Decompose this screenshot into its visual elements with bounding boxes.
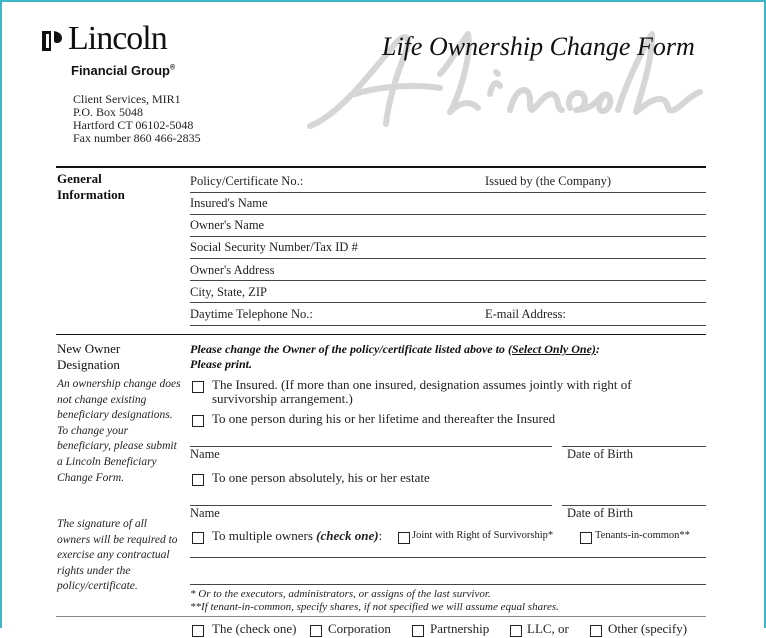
address-line: Client Services, MIR1 <box>73 92 181 106</box>
option-multiple-label: To multiple owners (check one): <box>212 528 383 543</box>
dob-label: Date of Birth <box>567 447 633 461</box>
multiple-owners-field[interactable] <box>190 557 706 558</box>
option-absolute-checkbox[interactable] <box>192 474 204 486</box>
logo-wordmark: Lincoln <box>68 20 167 57</box>
ssn-label: Social Security Number/Tax ID # <box>190 240 358 254</box>
issued-by-label: Issued by (the Company) <box>485 174 612 188</box>
owner-address-label: Owner's Address <box>190 263 275 277</box>
company-address <box>73 93 201 145</box>
partnership-label: Partnership <box>430 621 490 636</box>
option-absolute-label: To one person absolutely, his or her estate <box>212 470 430 485</box>
llc-checkbox[interactable] <box>510 625 522 637</box>
city-state-zip-label: City, State, ZIP <box>190 285 267 299</box>
cut-row-side <box>57 624 60 638</box>
phone-email-field[interactable] <box>190 325 706 326</box>
section-divider <box>56 166 706 168</box>
tic-label: Tenants-in-common** <box>595 530 690 541</box>
option-lifetime-checkbox[interactable] <box>192 415 204 427</box>
section-divider <box>56 616 706 617</box>
other-checkbox[interactable] <box>590 625 602 637</box>
email-label: E-mail Address: <box>485 307 566 321</box>
name-label: Name <box>190 447 220 461</box>
jtwros-checkbox[interactable] <box>398 532 410 544</box>
insured-name-field[interactable] <box>190 214 706 215</box>
ssn-field[interactable] <box>190 258 706 259</box>
option-lifetime-label: To one person during his or her lifetime and thereafter the Insured <box>212 411 556 426</box>
city-state-zip-field[interactable] <box>190 302 706 303</box>
other-label: Other (specify) <box>608 621 688 636</box>
corporation-checkbox[interactable] <box>310 625 322 637</box>
entity-type-label: The (check one) <box>212 621 297 636</box>
form-title: Life Ownership Change Form <box>382 32 695 61</box>
option-insured-checkbox[interactable] <box>192 381 204 393</box>
corporation-label: Corporation <box>328 621 391 636</box>
multiple-owners-field-2[interactable] <box>190 584 706 585</box>
absolute-name-field[interactable] <box>190 505 552 506</box>
beneficiary-note: An ownership change does not change existing beneficiary designations. To change your beneficiary, please submit a Lincoln Beneficiary Change Form. <box>57 378 181 484</box>
signature-note: The signature of all owners will be required to exercise any contractual rights under the policy/certificate. <box>57 518 178 593</box>
logo-subtitle: Financial Group® <box>71 63 176 78</box>
footnote-tenants: **If tenant-in-common, specify shares, if not specified we will assume equal shares. <box>190 601 559 613</box>
name-label: Name <box>190 506 220 520</box>
lifetime-name-field[interactable] <box>190 446 552 447</box>
option-multiple-checkbox[interactable] <box>192 532 204 544</box>
section-heading-general: General Information <box>57 171 125 202</box>
owner-instruction: Please change the Owner of the policy/certificate listed above to (Select Only One): Please print. <box>190 342 600 371</box>
partnership-checkbox[interactable] <box>412 625 424 637</box>
section-heading-new-owner: New Owner Designation <box>57 341 121 372</box>
entity-type-checkbox[interactable] <box>192 625 204 637</box>
option-insured-label: The Insured. (If more than one insured, designation assumes jointly with right of survivorship arrangement.) <box>212 377 632 406</box>
tic-checkbox[interactable] <box>580 532 592 544</box>
owner-address-field[interactable] <box>190 280 706 281</box>
lincoln-logo-icon <box>40 28 64 54</box>
policy-number-field[interactable] <box>190 192 706 193</box>
section-divider <box>56 334 706 335</box>
dob-label: Date of Birth <box>567 506 633 520</box>
phone-label: Daytime Telephone No.: <box>190 307 313 321</box>
policy-number-label: Policy/Certificate No.: <box>190 174 304 188</box>
address-line: Fax number 860 466-2835 <box>73 131 201 145</box>
address-line: Hartford CT 06102-5048 <box>73 118 194 132</box>
jtwros-label: Joint with Right of Survivorship* <box>412 530 554 541</box>
address-line: P.O. Box 5048 <box>73 105 144 119</box>
owner-name-label: Owner's Name <box>190 218 265 232</box>
footnote-survivor: * Or to the executors, administrators, or assigns of the last survivor. <box>190 588 491 600</box>
llc-label: LLC, or <box>527 621 569 636</box>
insured-name-label: Insured's Name <box>190 196 268 210</box>
owner-name-field[interactable] <box>190 236 706 237</box>
